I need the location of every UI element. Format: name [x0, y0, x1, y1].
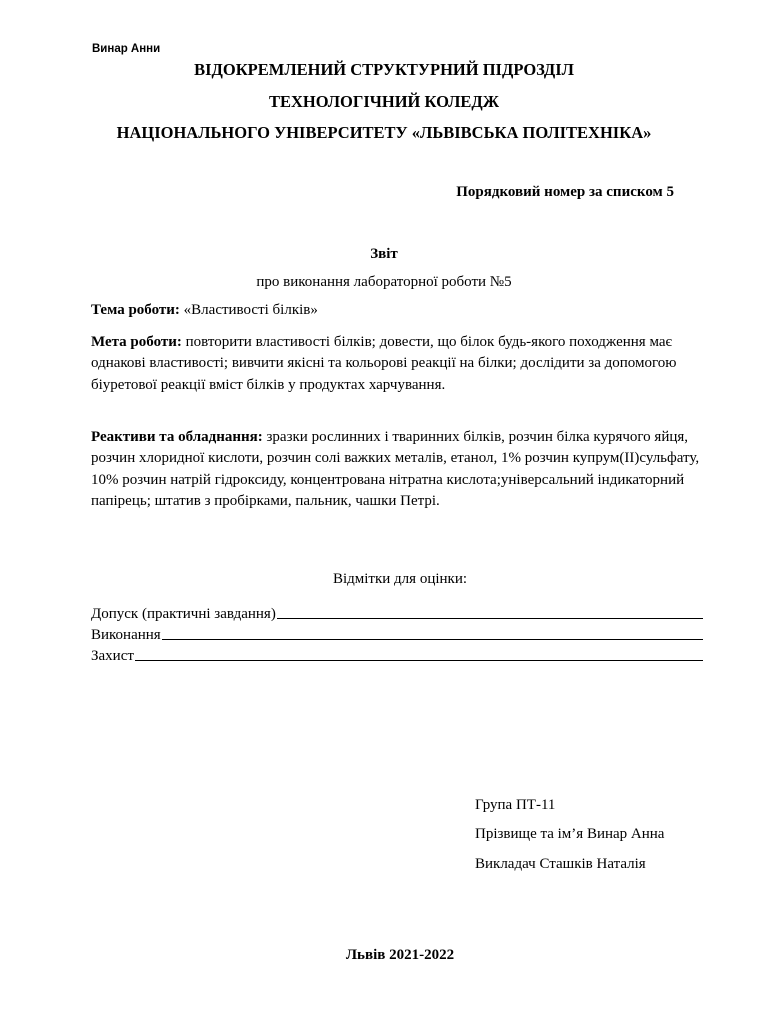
teacher-info: Викладач Сташків Наталія — [475, 856, 646, 872]
order-number: Порядковий номер за списком 5 — [456, 184, 674, 200]
institution-line-2: ТЕХНОЛОГІЧНИЙ КОЛЕДЖ — [268, 92, 500, 111]
defense-label: Захист — [91, 648, 134, 664]
report-title: Звіт — [370, 246, 398, 262]
execution-underline — [162, 639, 703, 640]
topic-label: Тема роботи: — [91, 302, 180, 318]
execution-field — [91, 622, 703, 644]
admission-field — [91, 601, 703, 623]
author-note: Винар Анни — [92, 43, 161, 55]
city-year: Львів 2021-2022 — [345, 947, 455, 963]
reagents-paragraph — [91, 427, 711, 512]
admission-label: Допуск (практичні завдання) — [91, 606, 276, 622]
goal-paragraph — [91, 332, 711, 396]
admission-underline — [277, 618, 703, 619]
goal-text: повторити властивості білків; довести, що білок будь-якого походження має однакові властивості; вивчити якісні та кольорові реакції на білки; дослідити за допомогою біуретової реакції вміст білків у продуктах харчування. — [91, 334, 677, 393]
defense-underline — [135, 660, 703, 661]
reagents-label: Реактиви та обладнання: — [91, 429, 263, 445]
institution-line-3: НАЦІОНАЛЬНОГО УНІВЕРСИТЕТУ «ЛЬВІВСЬКА ПОЛІТЕХНІКА» — [116, 123, 652, 142]
group-info: Група ПТ-11 — [475, 797, 556, 813]
institution-line-1: ВІДОКРЕМЛЕНИЙ СТРУКТУРНИЙ ПІДРОЗДІЛ — [194, 60, 574, 79]
defense-field — [91, 643, 703, 665]
topic-text: «Властивості білків» — [179, 302, 318, 318]
student-info: Прізвище та ім’я Винар Анна — [475, 826, 665, 842]
goal-label: Мета роботи: — [91, 334, 182, 350]
marks-title: Відмітки для оцінки: — [332, 571, 468, 587]
topic-paragraph — [91, 300, 711, 321]
report-subtitle: про виконання лабораторної роботи №5 — [256, 274, 512, 290]
execution-label: Виконання — [91, 627, 161, 643]
reagents-text: зразки рослинних і тваринних білків, розчин білка курячого яйця, розчин хлоридної кислоти, розчин солі важких металів, етанол, 1% розчин купрум(ІІ)сульфату, 10% розчин натрій гідроксиду, концентрована нітратна кислота;універсальний індикаторний папірець; штатив з пробірками, пальник, чашки Петрі. — [91, 429, 700, 509]
